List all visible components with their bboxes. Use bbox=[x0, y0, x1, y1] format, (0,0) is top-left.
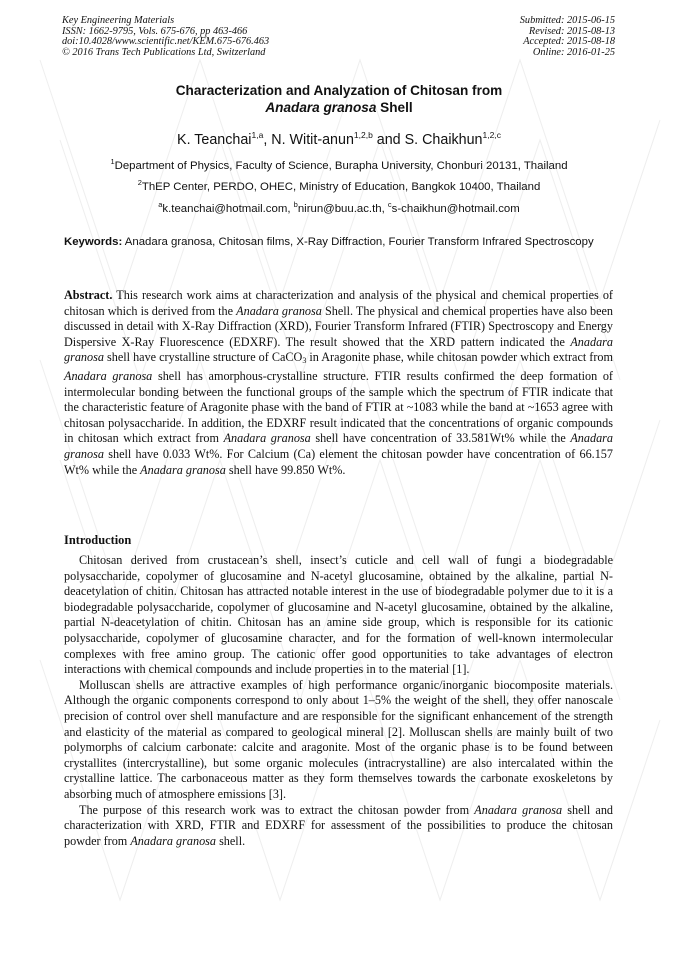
abstract-label: Abstract. bbox=[64, 288, 113, 302]
abstract-block bbox=[64, 288, 613, 478]
author-1: K. Teanchai bbox=[177, 132, 252, 148]
affiliation-2-sup: 2 bbox=[137, 178, 142, 187]
author-sep-1: , bbox=[263, 132, 272, 148]
introduction-body bbox=[64, 553, 613, 849]
author-list bbox=[40, 130, 638, 148]
author-3-sup: 1,2,c bbox=[482, 130, 501, 140]
title-line-1: Characterization and Analyzation of Chitosan from bbox=[175, 83, 503, 98]
intro-p3-text-1: The purpose of this research work was to extract the chitosan powder from bbox=[79, 802, 475, 817]
abstract-text-3: shell have crystalline structure of CaCO bbox=[103, 350, 303, 365]
intro-paragraph-2: Molluscan shells are attractive examples of high performance organic/inorganic biocomposite materials. Although the organic components correspond to only about 1–5% the weight of the shell, they offer nanoscale precision of control over shell manufacture and are responsible for the significant enhancement of the strength and elasticity of the material as compared to geological mineral [2]. Molluscan shells are mainly built of two polymorphs of calcium carbonate: calcite and aragonite. Most of the organic phase is to be found between crystallites (intercrystalline), but some organic molecules (intracrystalline) are also intercalated within the crystalline lattice. The carbonaceous matter as they form themselves towards the carbonate exoskeletons by absorbing much of atmosphere emissions [3]. bbox=[64, 677, 613, 801]
affiliation-1-text: Department of Physics, Faculty of Science, Burapha University, Chonburi 20131, Thailand bbox=[114, 160, 568, 172]
author-2-sup: 1,2,b bbox=[353, 130, 373, 140]
affiliation-1-sup: 1 bbox=[110, 157, 115, 166]
copyright-line: © 2016 Trans Tech Publications Ltd, Switzerland bbox=[62, 46, 266, 58]
online-date: Online: 2016-01-25 bbox=[532, 46, 615, 58]
affiliation-2-text: ThEP Center, PERDO, OHEC, Ministry of Education, Bangkok 10400, Thailand bbox=[141, 181, 541, 193]
title-species: Anadara granosa bbox=[265, 100, 377, 115]
abstract-species-3: Anadara granosa bbox=[64, 368, 153, 383]
accepted-date: Accepted: 2015-08-18 bbox=[523, 36, 615, 48]
abstract-species-2: Anadara granosa bbox=[64, 334, 613, 365]
journal-info bbox=[62, 16, 269, 58]
abstract-species-5: Anadara granosa bbox=[64, 431, 613, 461]
abstract-species-4: Anadara granosa bbox=[223, 431, 311, 446]
author-3: S. Chaikhun bbox=[404, 132, 483, 148]
affiliation-2 bbox=[40, 178, 638, 193]
intro-paragraph-3 bbox=[64, 803, 613, 850]
keywords-block bbox=[64, 235, 613, 251]
section-heading-introduction: Introduction bbox=[64, 533, 132, 547]
intro-p3-text-2: shell and characterization with XRD, FTIR and EDXRF for assessment of the possibilities to produce the chitosan powder from bbox=[64, 802, 614, 848]
doi-line: doi:10.4028/www.scientific.net/KEM.675-676.463 bbox=[62, 36, 270, 48]
email-a[interactable]: k.teanchai@hotmail.com, bbox=[162, 203, 294, 215]
keywords-label: Keywords: bbox=[64, 236, 123, 248]
journal-name: Key Engineering Materials bbox=[62, 15, 175, 26]
author-1-sup: 1,a bbox=[251, 130, 264, 140]
author-emails bbox=[40, 200, 638, 215]
email-b-sup: b bbox=[293, 200, 298, 209]
keywords-text: Anadara granosa, Chitosan films, X-Ray Diffraction, Fourier Transform Infrared Spectroscopy bbox=[122, 236, 594, 248]
abstract-text-4: in Aragonite phase, while chitosan powder which extract from bbox=[306, 350, 613, 365]
email-c-sup: c bbox=[387, 200, 392, 209]
abstract-text-8: shell have 99.850 Wt%. bbox=[225, 462, 346, 477]
email-b[interactable]: nirun@buu.ac.th, bbox=[297, 203, 388, 215]
abstract-species-6: Anadara granosa bbox=[140, 462, 226, 477]
issn-line: ISSN: 1662-9795, Vols. 675-676, pp 463-466 bbox=[62, 25, 248, 37]
title-line-2 bbox=[40, 99, 638, 116]
submitted-date: Submitted: 2015-06-15 bbox=[519, 15, 615, 26]
email-a-sup: a bbox=[158, 200, 163, 209]
abstract-text-5: shell has amorphous-crystalline structure. FTIR results confirmed the deep formation of intermolecular bonding between the functional groups of the sample which the spectrum of FTIR indicate that the characteristic feature of Aragonite phase with the band of FTIR at ~1083 while the band at ~1653 agree with chitosan polysaccharide. In addition, the EDXRF result indicated that the concentrations of organic compounds in chitosan which extract from bbox=[64, 368, 613, 446]
author-2: N. Witit-anun bbox=[271, 132, 354, 148]
intro-p3-text-3: shell. bbox=[216, 833, 246, 848]
title-suffix: Shell bbox=[376, 100, 413, 115]
abstract-text-7: shell have 0.033 Wt%. For Calcium (Ca) element the chitosan powder have concentration of 66.157 Wt% while the bbox=[64, 446, 613, 477]
intro-p3-species-2: Anadara granosa bbox=[130, 833, 217, 848]
paper-title bbox=[40, 82, 638, 116]
author-sep-2: and bbox=[372, 132, 405, 148]
intro-paragraph-1: Chitosan derived from crustacean’s shell, insect’s cuticle and cell wall of fungi a biodegradable polysaccharide, copolymer of glucosamine and N-acetyl glucosamine, obtained by the alkaline, partial N-deacetylation of chitin. Chitosan has attracted notable interest in the use of biodegradable polymer due to it is a biodegradable polysaccharide, copolymer of glucosamine and N-acetyl glucosamine, obtained by the alkaline, partial N-deacetylation of chitin. Chitosan has an amine side group, which is responsible for its cationic polysaccharide, copolymer of glucosamine character, and for the formation of well-known intermolecular complexes with free amino group. The cationic offer good opportunities to take advantages of electron interactions with chemical compounds and include properties in to the material [1]. bbox=[64, 553, 613, 677]
abstract-text-1: This research work aims at characterization and analysis of the physical and chemical properties of chitosan which is derived from the bbox=[64, 288, 613, 318]
intro-p3-species-1: Anadara granosa bbox=[474, 802, 563, 817]
dates-info bbox=[520, 16, 615, 58]
abstract-species-1: Anadara granosa bbox=[236, 303, 322, 318]
revised-date: Revised: 2015-08-13 bbox=[528, 25, 615, 37]
email-c[interactable]: s-chaikhun@hotmail.com bbox=[391, 203, 520, 215]
abstract-subscript: 3 bbox=[302, 356, 307, 366]
abstract-text-6: shell have concentration of 33.581Wt% while the bbox=[310, 431, 571, 446]
abstract-text-2: Shell. The physical and chemical properties have also been discussed in detail with X-Ray Diffraction (XRD), Fourier Transform Infrared (FTIR) Spectroscopy and Energy Dispersive X-Ray Fluorescence (EDXRF). The result showed that the XRD pattern indicated the bbox=[64, 303, 613, 349]
affiliation-1 bbox=[40, 157, 638, 172]
